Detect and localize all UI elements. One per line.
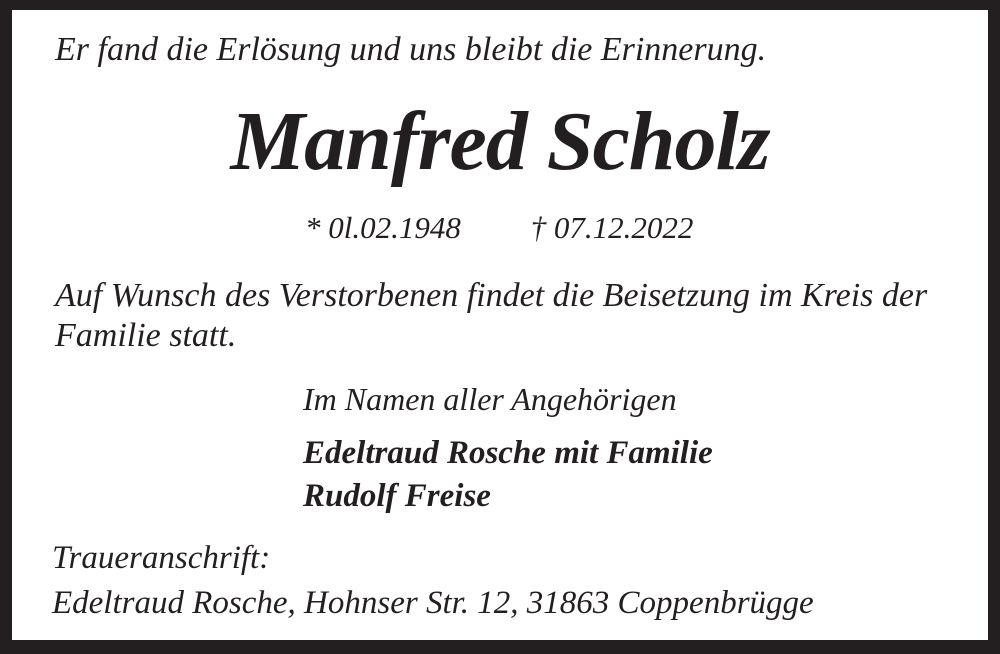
obituary-notice — [12, 10, 988, 640]
mourner-name: Edeltraud Rosche mit Familie — [303, 435, 713, 471]
family-block — [303, 380, 713, 518]
condolence-block — [52, 536, 814, 626]
announcement-line: Familie statt. — [55, 317, 237, 354]
announcement-paragraph — [55, 276, 927, 356]
deceased-name: Manfred Scholz — [230, 95, 770, 188]
birth-date: * 0l.02.1948 — [305, 210, 461, 245]
announcement-line: Auf Wunsch des Verstorbenen findet die Beisetzung im Kreis der — [55, 277, 928, 314]
on-behalf-line: Im Namen aller Angehörigen — [303, 381, 677, 417]
mourner-name: Rudolf Freise — [303, 478, 491, 514]
death-date: † 07.12.2022 — [530, 210, 694, 245]
mourners-list — [303, 432, 713, 518]
life-dates — [305, 209, 693, 247]
epigraph-line: Er fand die Erlösung und uns bleibt die Erinnerung. — [55, 31, 767, 68]
condolence-address: Edeltraud Rosche, Hohnser Str. 12, 31863 Coppenbrügge — [52, 585, 814, 621]
condolence-label: Traueranschrift: — [52, 540, 271, 576]
